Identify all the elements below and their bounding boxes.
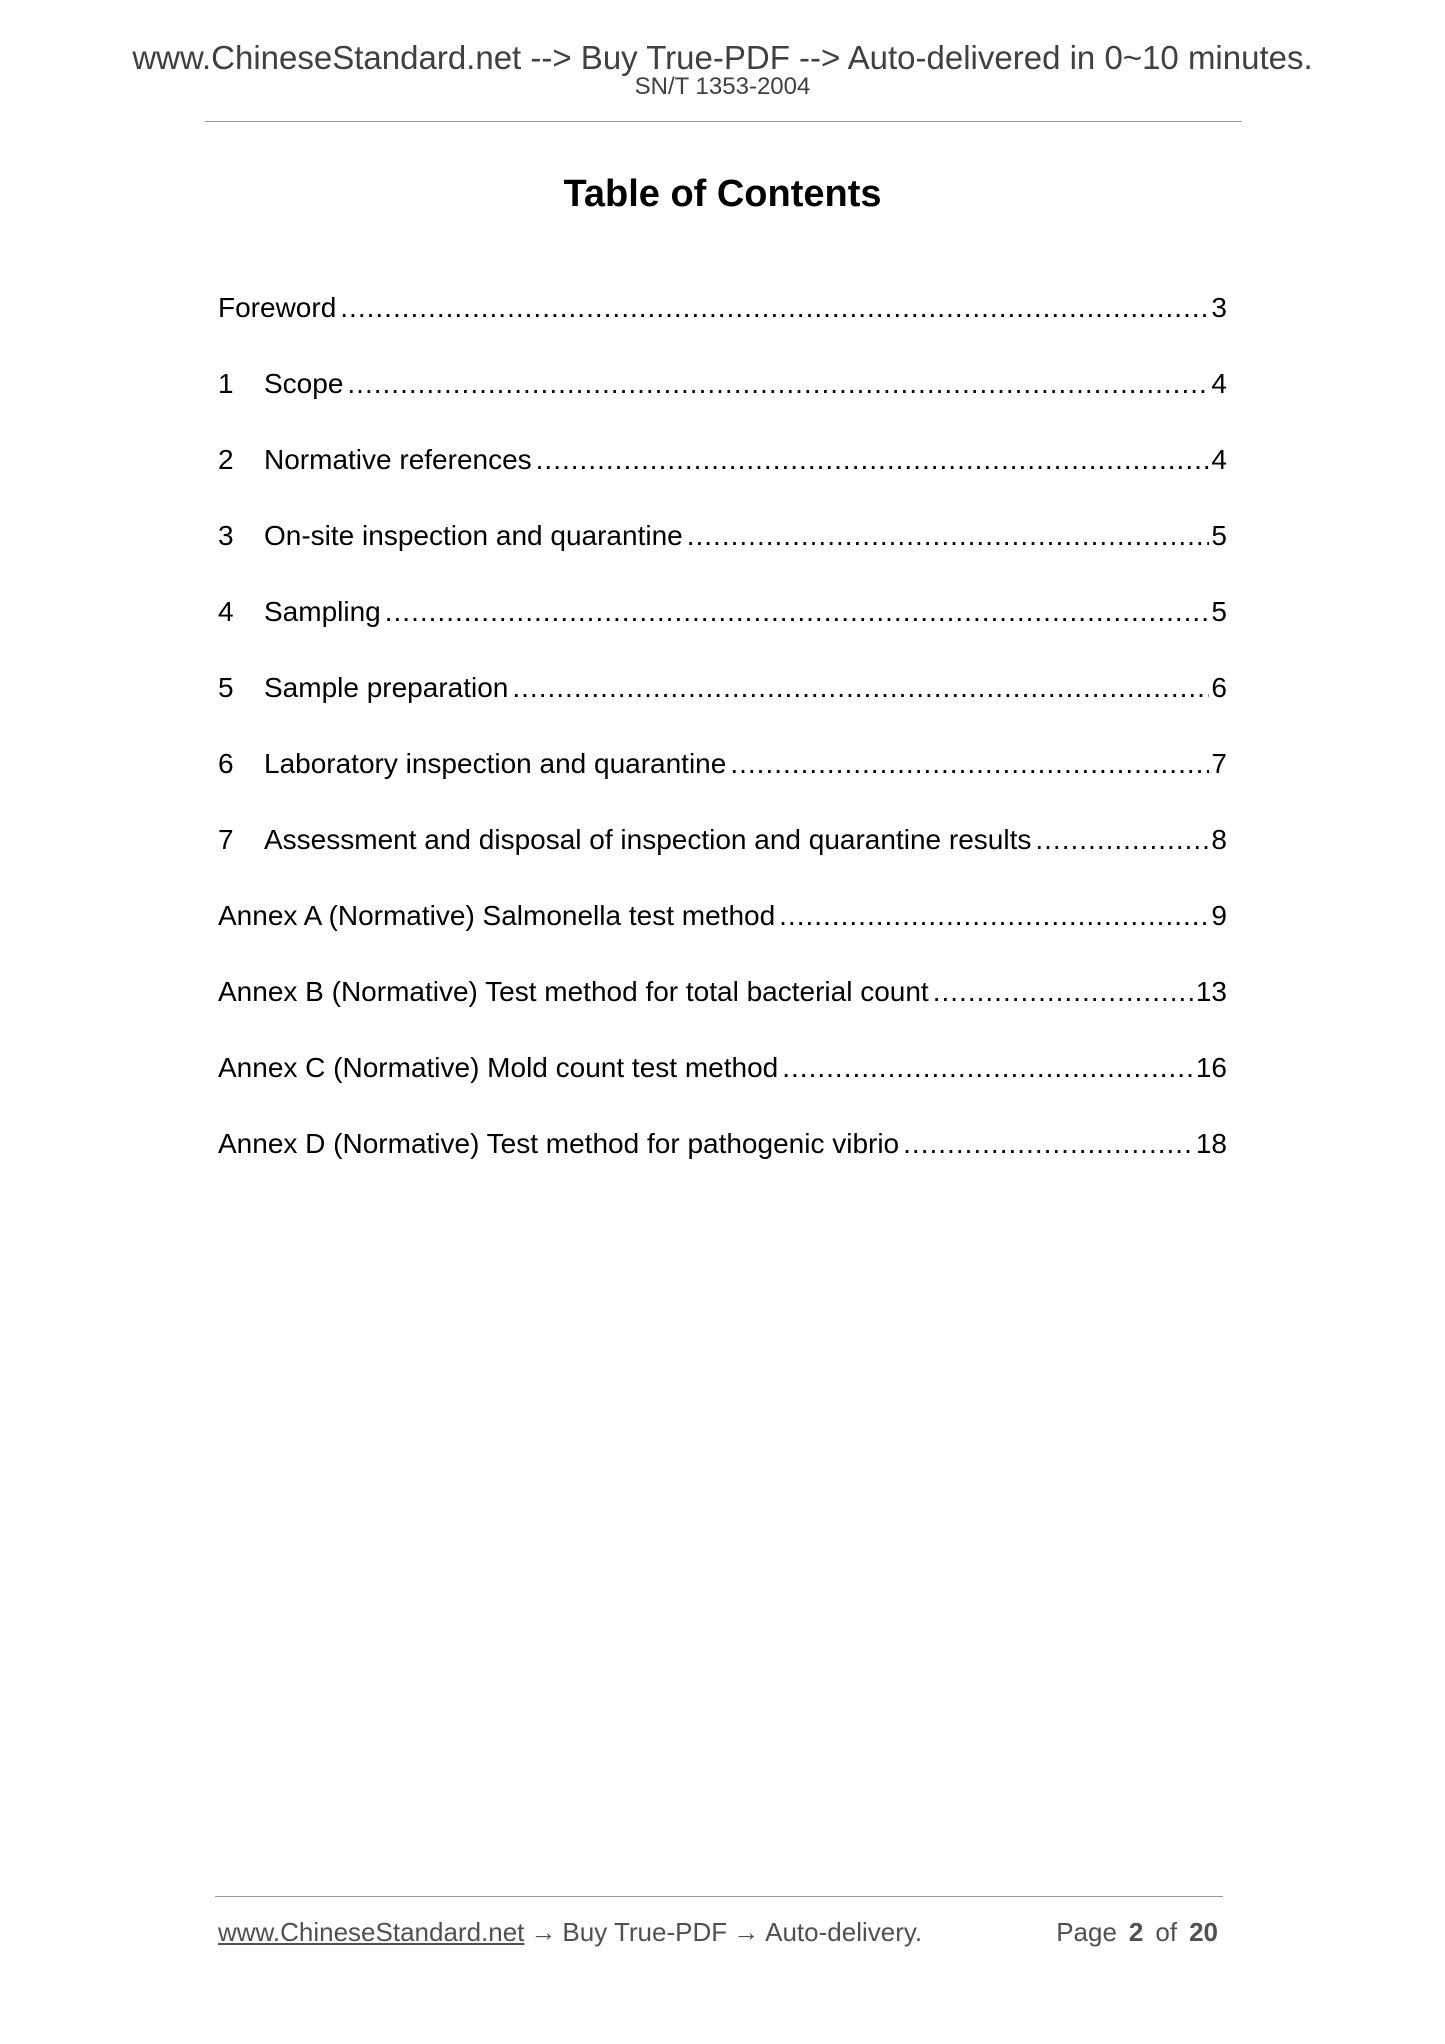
toc-entry-label: Sampling bbox=[264, 596, 381, 627]
toc-entry-number: 4 bbox=[218, 596, 234, 627]
page-footer bbox=[218, 1914, 1224, 1950]
toc-entry-scope[interactable] bbox=[218, 363, 1227, 439]
toc-leader-dots bbox=[779, 895, 1209, 937]
of-word: of bbox=[1155, 1917, 1178, 1947]
footer-divider bbox=[215, 1896, 1223, 1897]
toc-entry-page: 16 bbox=[1195, 1052, 1227, 1083]
footer-buy-text: Buy True-PDF bbox=[562, 1917, 728, 1947]
toc-entry-label: Assessment and disposal of inspection and quarantine results bbox=[264, 824, 1032, 855]
header-banner: www.ChineseStandard.net --> Buy True-PDF --> Auto-delivered in 0~10 minutes. bbox=[132, 39, 1313, 76]
footer-delivery-text: Auto-delivery. bbox=[765, 1917, 923, 1947]
toc-leader-dots bbox=[347, 363, 1209, 405]
toc-entry-page: 4 bbox=[1211, 368, 1227, 399]
arrow-right-icon: → bbox=[733, 1917, 760, 1947]
header-divider bbox=[205, 121, 1242, 122]
toc-entry-label: Annex A (Normative) Salmonella test method bbox=[218, 900, 776, 931]
toc-entry-on-site-inspection[interactable] bbox=[218, 515, 1227, 591]
toc-entry-number: 3 bbox=[218, 520, 234, 551]
toc-entry-laboratory-inspection[interactable] bbox=[218, 743, 1227, 819]
toc-entry-annex-d[interactable] bbox=[218, 1123, 1227, 1199]
toc-entry-label: On-site inspection and quarantine bbox=[264, 520, 683, 551]
toc-entry-page: 5 bbox=[1211, 596, 1227, 627]
page-title: Table of Contents bbox=[563, 173, 882, 215]
table-of-contents bbox=[218, 287, 1227, 1199]
toc-entry-label: Annex C (Normative) Mold count test method bbox=[218, 1052, 779, 1083]
toc-entry-label: Laboratory inspection and quarantine bbox=[264, 748, 727, 779]
total-page-count: 20 bbox=[1189, 1917, 1218, 1947]
toc-entry-number: 2 bbox=[218, 444, 234, 475]
toc-entry-sampling[interactable] bbox=[218, 591, 1227, 667]
toc-entry-annex-b[interactable] bbox=[218, 971, 1227, 1047]
toc-entry-page: 4 bbox=[1211, 444, 1227, 475]
toc-entry-label: Annex B (Normative) Test method for total bacterial count bbox=[218, 976, 929, 1007]
toc-entry-sample-preparation[interactable] bbox=[218, 667, 1227, 743]
toc-entry-page: 13 bbox=[1195, 976, 1227, 1007]
toc-leader-dots bbox=[385, 591, 1210, 633]
toc-entry-number: 1 bbox=[218, 368, 234, 399]
arrow-right-icon: → bbox=[530, 1917, 557, 1947]
toc-entry-number: 6 bbox=[218, 748, 234, 779]
toc-entry-page: 8 bbox=[1211, 824, 1227, 855]
toc-leader-dots bbox=[903, 1123, 1194, 1165]
toc-leader-dots bbox=[1035, 819, 1209, 861]
footer-site-link[interactable]: www.ChineseStandard.net bbox=[218, 1917, 525, 1947]
toc-entry-page: 18 bbox=[1195, 1128, 1227, 1159]
toc-entry-page: 7 bbox=[1211, 748, 1227, 779]
toc-entry-page: 9 bbox=[1211, 900, 1227, 931]
toc-leader-dots bbox=[687, 515, 1210, 557]
toc-leader-dots bbox=[340, 287, 1209, 329]
toc-entry-page: 5 bbox=[1211, 520, 1227, 551]
toc-entry-label: Foreword bbox=[218, 292, 337, 323]
toc-leader-dots bbox=[730, 743, 1209, 785]
current-page-number: 2 bbox=[1128, 1917, 1144, 1947]
toc-entry-label: Annex D (Normative) Test method for pathogenic vibrio bbox=[218, 1128, 900, 1159]
toc-entry-number: 5 bbox=[218, 672, 234, 703]
toc-entry-annex-c[interactable] bbox=[218, 1047, 1227, 1123]
toc-leader-dots bbox=[933, 971, 1194, 1013]
page-word: Page bbox=[1056, 1917, 1117, 1947]
toc-leader-dots bbox=[782, 1047, 1194, 1089]
toc-entry-label: Scope bbox=[264, 368, 344, 399]
toc-entry-assessment-disposal[interactable] bbox=[218, 819, 1227, 895]
toc-entry-number: 7 bbox=[218, 824, 234, 855]
toc-leader-dots bbox=[536, 439, 1210, 481]
toc-leader-dots bbox=[512, 667, 1209, 709]
toc-entry-label: Sample preparation bbox=[264, 672, 509, 703]
toc-entry-page: 6 bbox=[1211, 672, 1227, 703]
footer-promo bbox=[218, 1914, 922, 1950]
toc-entry-page: 3 bbox=[1211, 292, 1227, 323]
toc-entry-label: Normative references bbox=[264, 444, 532, 475]
toc-entry-foreword[interactable] bbox=[218, 287, 1227, 363]
document-number: SN/T 1353-2004 bbox=[634, 73, 811, 100]
page-indicator bbox=[1056, 1914, 1218, 1950]
toc-entry-annex-a[interactable] bbox=[218, 895, 1227, 971]
toc-entry-normative-references[interactable] bbox=[218, 439, 1227, 515]
